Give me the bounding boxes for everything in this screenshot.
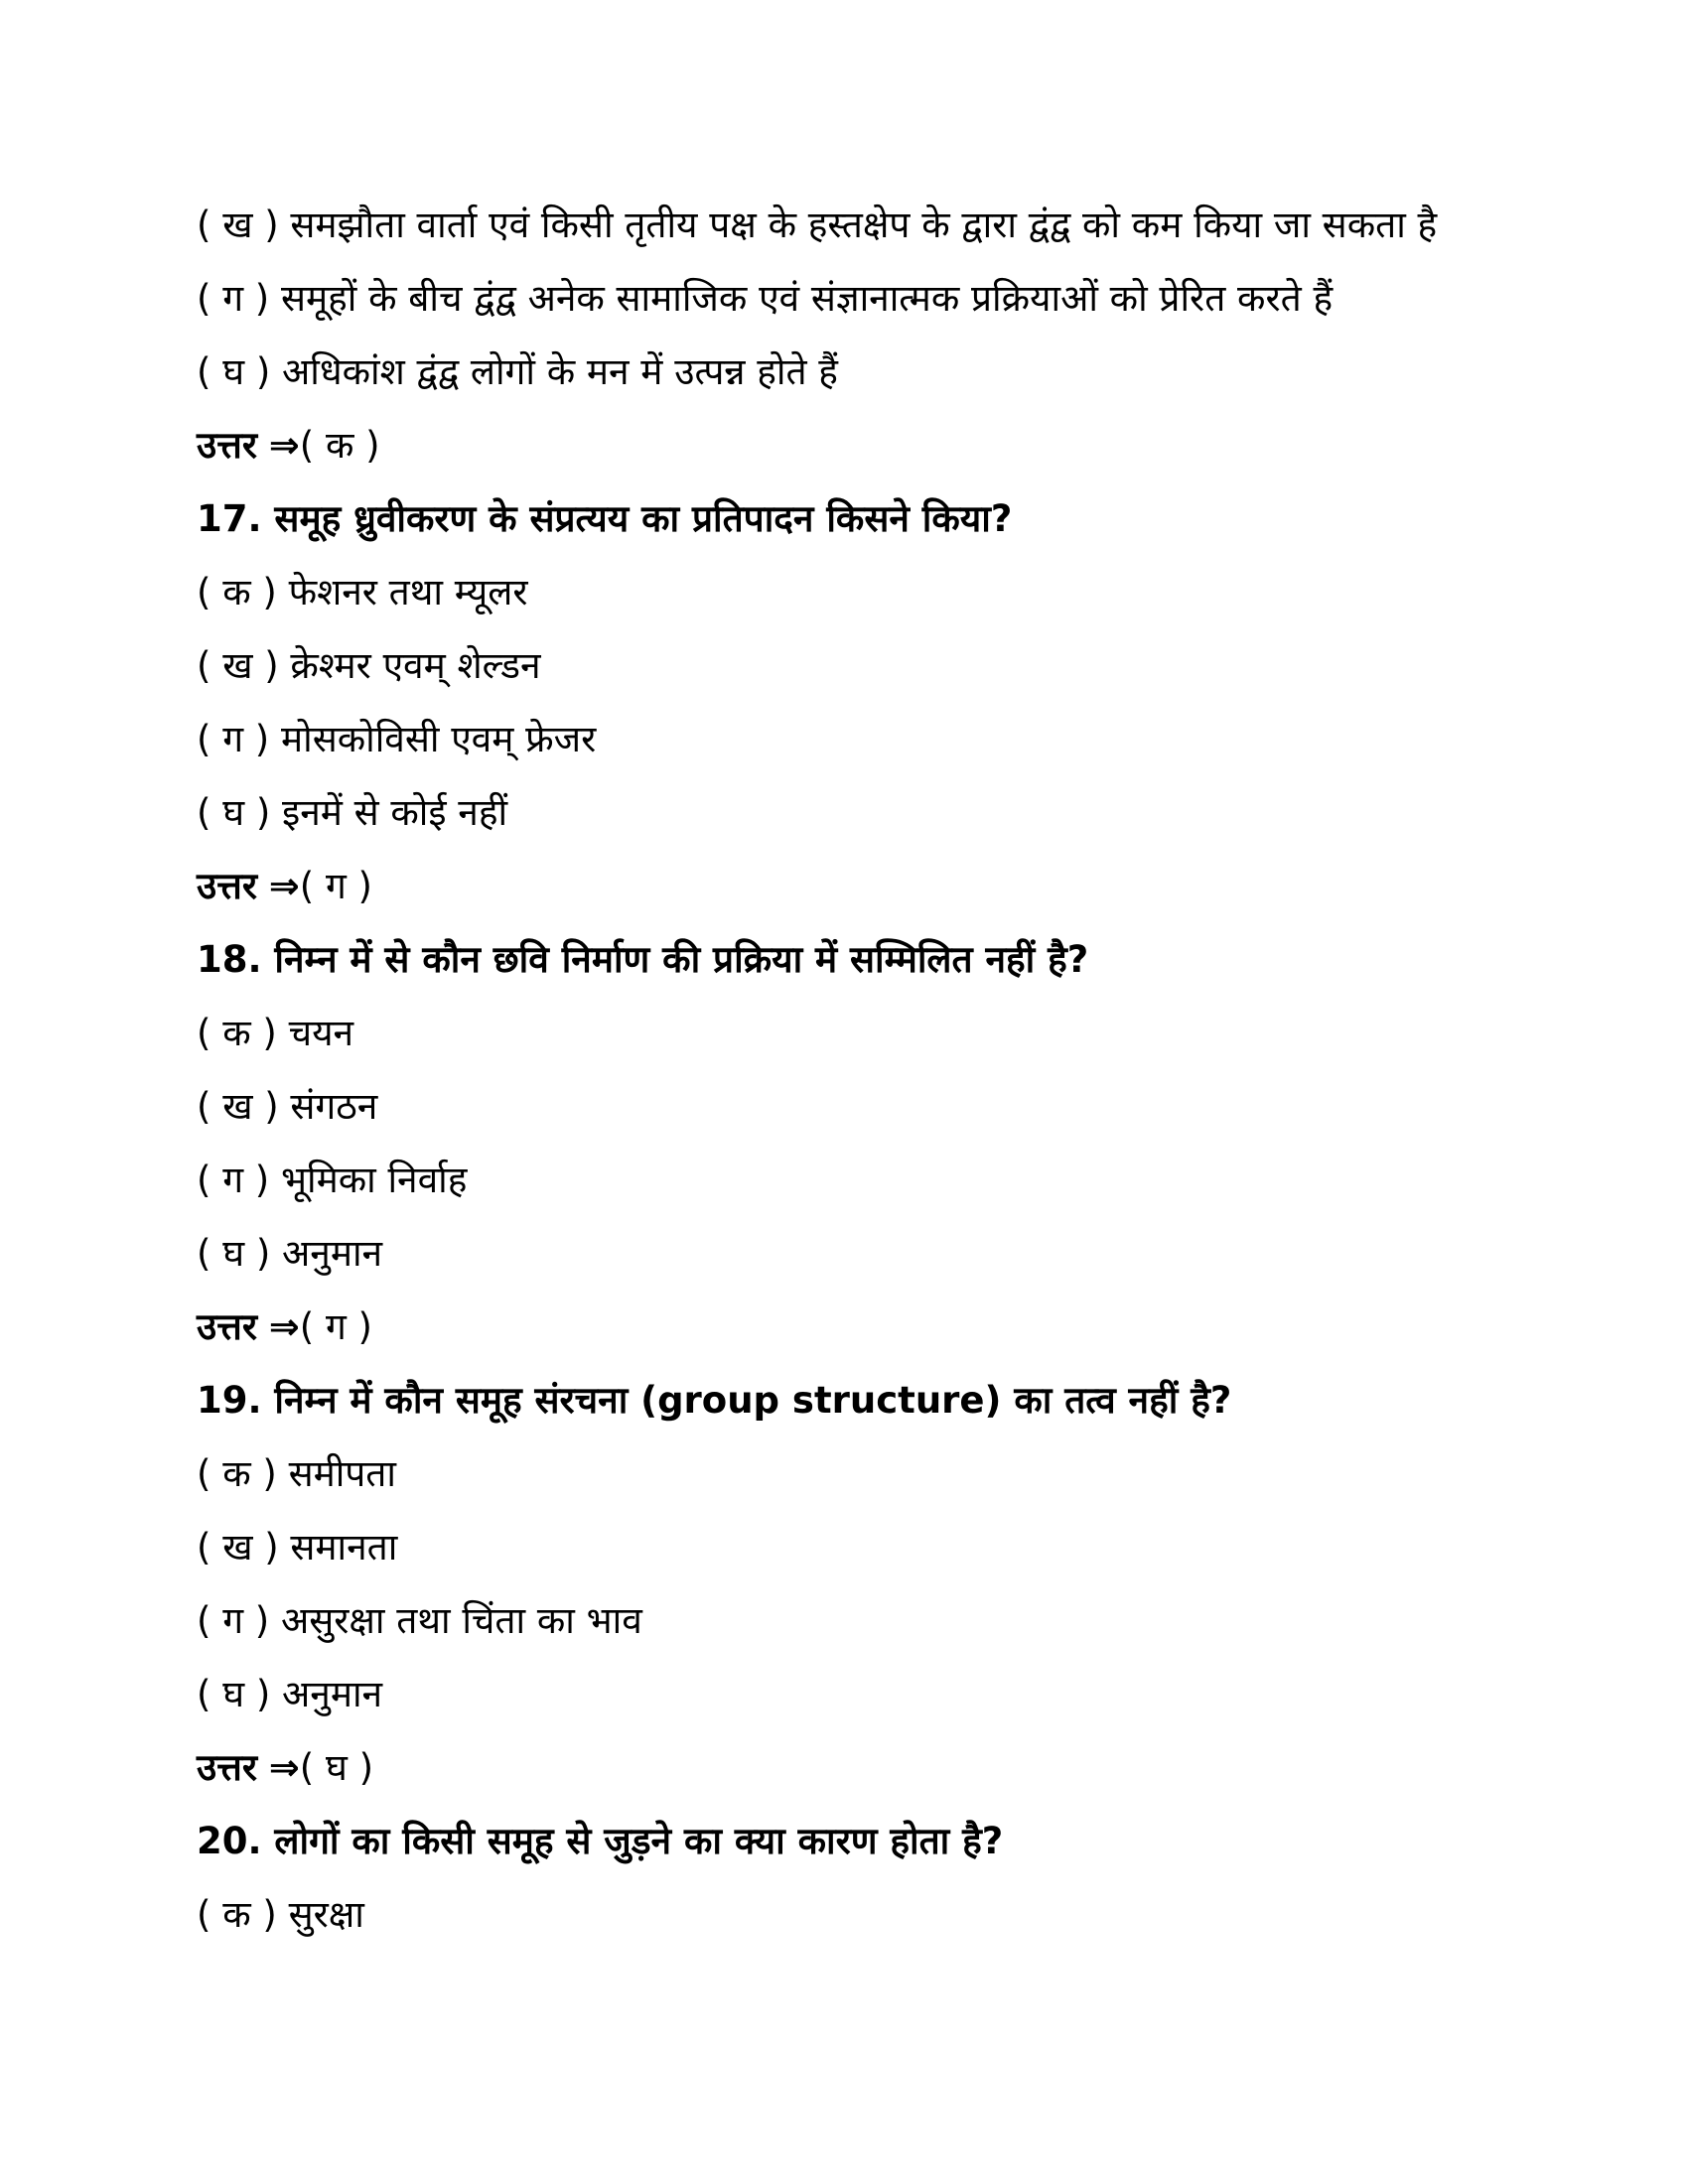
answer-label: उत्तर [197, 1746, 257, 1789]
option-line: ( ख ) क्रेश्मर एवम् शेल्डन [197, 644, 541, 687]
option-line: ( क ) सुरक्षा [197, 1893, 364, 1936]
option-line: ( ख ) संगठन [197, 1085, 378, 1128]
answer-arrow: ⇒ [268, 1305, 300, 1348]
answer-label: उत्तर [197, 1305, 257, 1348]
question-list [197, 189, 1527, 1952]
question-heading: 17. समूह ध्रुवीकरण के संप्रत्यय का प्रतिपादन किसने किया? [197, 497, 1013, 540]
answer-label: उत्तर [197, 865, 257, 907]
option-line: ( घ ) अनुमान [197, 1232, 383, 1275]
answer-value: ( ग ) [299, 865, 372, 907]
question-heading: 20. लोगों का किसी समूह से जुड़ने का क्या कारण होता है? [197, 1820, 1004, 1862]
option-line: ( घ ) अनुमान [197, 1673, 383, 1715]
question-heading: 19. निम्न में कौन समूह संरचना (group structure) का तत्व नहीं है? [197, 1379, 1232, 1422]
answer-line [197, 850, 1527, 923]
answer-line [197, 409, 1527, 482]
option-line: ( ख ) समानता [197, 1526, 398, 1569]
option-line: ( क ) फेशनर तथा म्यूलर [197, 571, 528, 614]
option-line: ( ग ) मोसकोविसी एवम् फ्रेजर [197, 718, 597, 760]
answer-value: ( ग ) [299, 1305, 372, 1348]
answer-arrow: ⇒ [268, 865, 300, 907]
option-line: ( घ ) अधिकांश द्वंद्व लोगों के मन में उत्पन्न होते हैं [197, 350, 838, 393]
answer-line [197, 1731, 1527, 1805]
answer-value: ( क ) [299, 424, 380, 467]
question-heading: 18. निम्न में से कौन छवि निर्माण की प्रक्रिया में सम्मिलित नहीं है? [197, 938, 1089, 981]
answer-arrow: ⇒ [268, 1746, 300, 1789]
answer-line [197, 1291, 1527, 1364]
answer-label: उत्तर [197, 424, 257, 467]
option-line: ( ग ) असुरक्षा तथा चिंता का भाव [197, 1599, 642, 1642]
option-line: ( ख ) समझौता वार्ता एवं किसी तृतीय पक्ष के हस्तक्षेप के द्वारा द्वंद्व को कम किया जा सकता है [197, 204, 1438, 246]
option-line: ( ग ) समूहों के बीच द्वंद्व अनेक सामाजिक एवं संज्ञानात्मक प्रक्रियाओं को प्रेरित करते हैं [197, 277, 1334, 320]
option-line: ( क ) समीपता [197, 1452, 396, 1495]
answer-arrow: ⇒ [268, 424, 300, 467]
option-line: ( घ ) इनमें से कोई नहीं [197, 791, 508, 834]
answer-value: ( घ ) [299, 1746, 374, 1789]
option-line: ( क ) चयन [197, 1012, 354, 1054]
option-line: ( ग ) भूमिका निर्वाह [197, 1159, 468, 1201]
